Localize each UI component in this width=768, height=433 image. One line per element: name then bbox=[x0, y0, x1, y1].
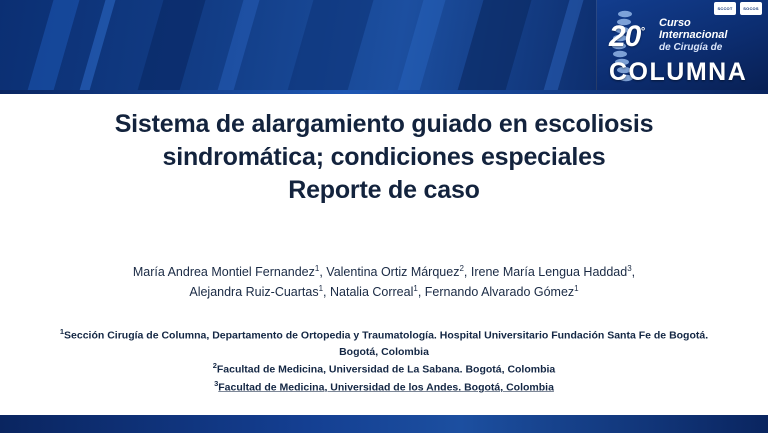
author-name: , Fernando Alvarado Gómez bbox=[417, 285, 575, 299]
banner-stripe bbox=[137, 0, 206, 94]
author-separator: , bbox=[631, 265, 636, 279]
society-logos bbox=[714, 2, 762, 15]
banner-stripe bbox=[457, 0, 532, 94]
event-title-lines bbox=[659, 17, 767, 53]
author-affil-marker: 1 bbox=[318, 283, 324, 293]
title-line-1: Sistema de alargamiento guiado en escoliosis bbox=[114, 110, 654, 138]
author-affil-marker: 1 bbox=[574, 283, 579, 293]
affiliation-1-city bbox=[0, 344, 768, 360]
event-line-internacional: Internacional bbox=[659, 29, 728, 42]
affiliation-3 bbox=[0, 378, 768, 396]
banner-stripe bbox=[397, 0, 446, 94]
author-line-1 bbox=[0, 262, 768, 282]
slide-footer-bar bbox=[0, 415, 768, 433]
edition-number: 20° bbox=[609, 20, 644, 53]
author-affil-marker: 1 bbox=[314, 263, 320, 273]
affiliation-text: Facultad de Medicina, Universidad de los Andes. Bogotá, Colombia bbox=[218, 381, 554, 394]
title-line-2: sindromática; condiciones especiales bbox=[162, 143, 606, 171]
affiliation-marker: 3 bbox=[214, 378, 219, 388]
event-line-cirugia: de Cirugía de bbox=[659, 41, 723, 53]
affiliation-text: Bogotá, Colombia bbox=[339, 345, 429, 358]
affiliation-text: Facultad de Medicina, Universidad de La Sabana. Bogotá, Colombia bbox=[216, 363, 556, 376]
banner-stripe bbox=[543, 0, 584, 94]
affiliation-text: Sección Cirugía de Columna, Departamento de Ortopedia y Traumatología. Hospital Universitario Fundación Santa Fe de Bogotá. bbox=[64, 329, 709, 342]
author-name: , Natalia Correal bbox=[323, 285, 414, 299]
page-title bbox=[0, 108, 768, 207]
author-affil-marker: 1 bbox=[413, 283, 418, 293]
event-wordmark-columna: COLUMNA bbox=[609, 58, 748, 86]
banner-divider bbox=[0, 90, 768, 94]
affiliation-2 bbox=[0, 360, 768, 378]
banner-stripe bbox=[287, 0, 374, 94]
banner-stripe bbox=[79, 0, 116, 94]
authors bbox=[0, 262, 768, 302]
author-name: María Andrea Montiel Fernandez bbox=[132, 265, 315, 279]
author-name: , Valentina Ortiz Márquez bbox=[319, 265, 460, 279]
author-name: Alejandra Ruiz-Cuartas bbox=[189, 285, 319, 299]
socos-logo: SOCOS bbox=[740, 2, 762, 15]
author-line-2 bbox=[0, 282, 768, 302]
banner-stripe bbox=[217, 0, 260, 94]
sccot-logo: SCCOT bbox=[714, 2, 736, 15]
title-line-3: Reporte de caso bbox=[288, 176, 480, 204]
slide-header-banner bbox=[0, 0, 768, 94]
author-name: , Irene María Lengua Haddad bbox=[463, 265, 628, 279]
banner-stripe bbox=[27, 0, 80, 94]
author-affil-marker: 3 bbox=[627, 263, 632, 273]
affiliation-marker: 2 bbox=[212, 361, 217, 371]
event-line-curso: Curso bbox=[659, 17, 691, 29]
affiliation-marker: 1 bbox=[59, 327, 65, 336]
affiliations bbox=[0, 326, 768, 396]
author-affil-marker: 2 bbox=[459, 263, 464, 273]
affiliation-1 bbox=[0, 326, 768, 344]
